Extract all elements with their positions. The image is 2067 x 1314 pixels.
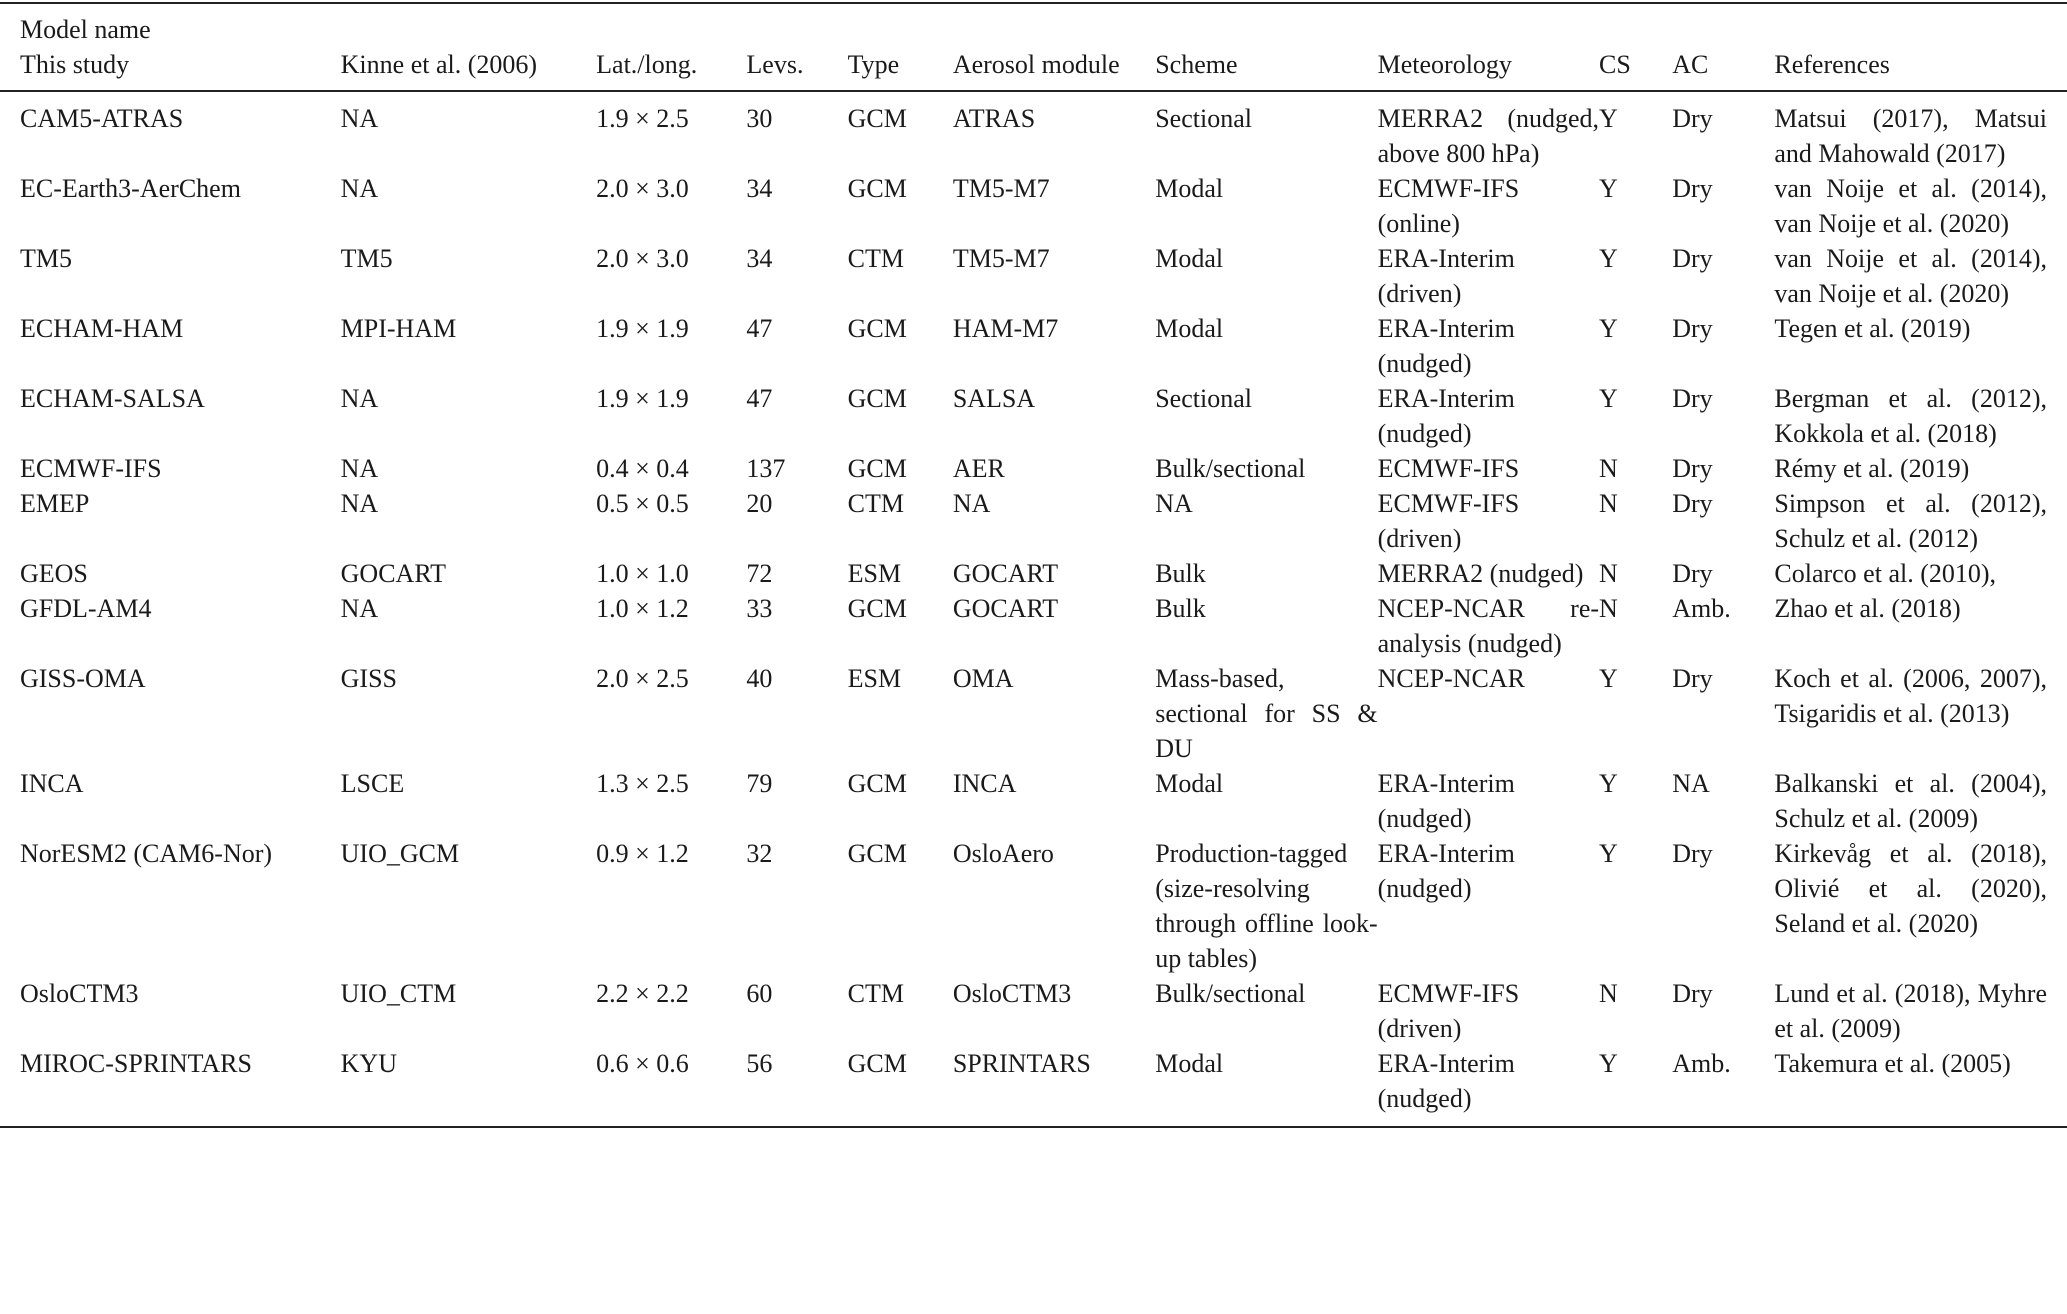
header-latlong: Lat./long.: [596, 50, 698, 79]
cell-latlong: 0.5 × 0.5: [596, 489, 689, 518]
cell-model: GFDL-AM4: [20, 594, 152, 623]
cell-ac: Dry: [1672, 454, 1713, 483]
cell-model: EC-Earth3-AerChem: [20, 174, 241, 203]
cell-ac: Amb.: [1672, 594, 1731, 623]
cell-ac: Dry: [1672, 559, 1713, 588]
cell-model: ECMWF-IFS: [20, 454, 162, 483]
header-references: References: [1774, 50, 1890, 79]
cell-latlong: 1.3 × 2.5: [596, 769, 689, 798]
cell-levs: 137: [746, 454, 786, 483]
cell-levs: 47: [746, 384, 773, 413]
cell-aerosol-module: TM5-M7: [952, 174, 1050, 203]
cell-aerosol-module: SALSA: [952, 384, 1036, 413]
header-model-name: [0, 3, 341, 91]
header-this-study: This study: [20, 50, 130, 79]
cell-latlong: 2.2 × 2.2: [596, 979, 689, 1008]
table-row: [0, 171, 2067, 241]
cell-kinne: LSCE: [340, 769, 405, 798]
cell-levs: 79: [746, 769, 773, 798]
cell-aerosol-module: GOCART: [952, 594, 1059, 623]
cell-type: GCM: [847, 839, 907, 868]
table-row: [0, 486, 2067, 556]
header-row: [0, 3, 2067, 91]
cell-references: Balkanski et al. (2004), Schulz et al. (2009): [1774, 769, 2047, 833]
cell-model: OsloCTM3: [20, 979, 139, 1008]
table-row: [0, 451, 2067, 486]
cell-references: van Noije et al. (2014), van Noije et al. (2020): [1774, 174, 2047, 238]
cell-levs: 20: [746, 489, 773, 518]
cell-kinne: MPI-HAM: [340, 314, 457, 343]
cell-model: MIROC-SPRINTARS: [20, 1049, 252, 1078]
cell-model: NorESM2 (CAM6-Nor): [20, 839, 273, 868]
cell-ac: Dry: [1672, 489, 1713, 518]
cell-ac: Amb.: [1672, 1049, 1731, 1078]
cell-levs: 30: [746, 104, 773, 133]
cell-type: CTM: [847, 979, 904, 1008]
header-kinne: Kinne et al. (2006): [340, 50, 538, 79]
cell-references: Lund et al. (2018), Myhre et al. (2009): [1774, 979, 2047, 1043]
cell-latlong: 0.4 × 0.4: [596, 454, 689, 483]
cell-references: Tegen et al. (2019): [1774, 314, 1971, 343]
cell-cs: Y: [1599, 384, 1618, 413]
cell-model: ECHAM-SALSA: [20, 384, 205, 413]
cell-type: CTM: [847, 244, 904, 273]
cell-aerosol-module: OsloCTM3: [952, 979, 1072, 1008]
table-row: [0, 311, 2067, 381]
cell-kinne: UIO_GCM: [340, 839, 460, 868]
cell-aerosol-module: SPRINTARS: [952, 1049, 1091, 1078]
cell-kinne: KYU: [340, 1049, 397, 1078]
cell-levs: 34: [746, 244, 773, 273]
cell-model: TM5: [20, 244, 72, 273]
cell-type: GCM: [847, 174, 907, 203]
cell-type: ESM: [847, 664, 902, 693]
table-row: [0, 381, 2067, 451]
table-row: [0, 591, 2067, 661]
cell-kinne: NA: [340, 594, 379, 623]
cell-levs: 34: [746, 174, 773, 203]
cell-model: ECHAM-HAM: [20, 314, 184, 343]
cell-scheme: Sectional: [1155, 104, 1252, 133]
table-row: [0, 556, 2067, 591]
cell-cs: Y: [1599, 314, 1618, 343]
cell-kinne: NA: [340, 489, 379, 518]
cell-meteorology: NCEP-NCAR re-analysis (nudged): [1377, 594, 1600, 658]
cell-meteorology: ERA-Interim (nudged): [1377, 1049, 1515, 1113]
cell-cs: Y: [1599, 174, 1618, 203]
cell-scheme: Modal: [1155, 1049, 1224, 1078]
cell-latlong: 1.9 × 2.5: [596, 104, 689, 133]
header-ac: AC: [1672, 50, 1709, 79]
cell-cs: N: [1599, 979, 1618, 1008]
cell-ac: Dry: [1672, 314, 1713, 343]
cell-model: CAM5-ATRAS: [20, 104, 184, 133]
cell-aerosol-module: GOCART: [952, 559, 1059, 588]
cell-references: Bergman et al. (2012), Kokkola et al. (2018): [1774, 384, 2047, 448]
cell-meteorology: ECMWF-IFS (driven): [1377, 489, 1520, 553]
header-aerosol-module: Aerosol module: [952, 50, 1120, 79]
cell-aerosol-module: OMA: [952, 664, 1014, 693]
cell-type: GCM: [847, 594, 907, 623]
cell-latlong: 1.0 × 1.0: [596, 559, 689, 588]
cell-ac: Dry: [1672, 244, 1713, 273]
cell-scheme: Bulk: [1155, 594, 1206, 623]
cell-cs: Y: [1599, 244, 1618, 273]
table-body: [0, 91, 2067, 1127]
cell-ac: Dry: [1672, 384, 1713, 413]
cell-kinne: GOCART: [340, 559, 446, 588]
cell-type: GCM: [847, 314, 907, 343]
cell-scheme: Bulk: [1155, 559, 1206, 588]
table-row: [0, 766, 2067, 836]
cell-levs: 60: [746, 979, 773, 1008]
cell-cs: Y: [1599, 664, 1618, 693]
cell-meteorology: ERA-Interim (nudged): [1377, 384, 1515, 448]
cell-levs: 32: [746, 839, 773, 868]
cell-meteorology: ECMWF-IFS (online): [1377, 174, 1520, 238]
cell-kinne: NA: [340, 174, 379, 203]
table-row: [0, 836, 2067, 976]
cell-aerosol-module: TM5-M7: [952, 244, 1050, 273]
cell-cs: N: [1599, 454, 1618, 483]
cell-levs: 33: [746, 594, 773, 623]
table-row: [0, 241, 2067, 311]
header-meteorology: Meteorology: [1377, 50, 1512, 79]
cell-meteorology: MERRA2 (nudged): [1377, 559, 1584, 588]
cell-scheme: Modal: [1155, 314, 1224, 343]
cell-aerosol-module: ATRAS: [952, 104, 1036, 133]
cell-references: Zhao et al. (2018): [1774, 594, 1961, 623]
cell-ac: NA: [1672, 769, 1710, 798]
model-table: [0, 2, 2067, 1128]
cell-latlong: 2.0 × 2.5: [596, 664, 689, 693]
cell-cs: N: [1599, 489, 1618, 518]
cell-meteorology: ECMWF-IFS: [1377, 454, 1520, 483]
cell-meteorology: ERA-Interim (nudged): [1377, 839, 1515, 903]
cell-model: EMEP: [20, 489, 90, 518]
cell-kinne: UIO_CTM: [340, 979, 457, 1008]
table-row: [0, 976, 2067, 1046]
cell-aerosol-module: OsloAero: [952, 839, 1054, 868]
cell-type: GCM: [847, 1049, 907, 1078]
cell-latlong: 2.0 × 3.0: [596, 174, 689, 203]
table-row: [0, 91, 2067, 171]
table-header: [0, 3, 2067, 91]
cell-model: INCA: [20, 769, 84, 798]
cell-levs: 47: [746, 314, 773, 343]
cell-scheme: Mass-based, sectional for SS & DU: [1155, 664, 1378, 763]
cell-meteorology: NCEP-NCAR: [1377, 664, 1525, 693]
cell-scheme: Production-tagged (size-resolving through offline look-up tables): [1155, 839, 1378, 973]
cell-ac: Dry: [1672, 839, 1713, 868]
cell-cs: N: [1599, 559, 1618, 588]
cell-latlong: 1.9 × 1.9: [596, 384, 689, 413]
cell-aerosol-module: HAM-M7: [952, 314, 1059, 343]
table-row: [0, 1046, 2067, 1127]
cell-scheme: Bulk/sectional: [1155, 979, 1306, 1008]
cell-cs: Y: [1599, 1049, 1618, 1078]
cell-meteorology: ERA-Interim (nudged): [1377, 769, 1515, 833]
cell-type: GCM: [847, 769, 907, 798]
cell-references: Rémy et al. (2019): [1774, 454, 1970, 483]
cell-ac: Dry: [1672, 664, 1713, 693]
cell-aerosol-module: INCA: [952, 769, 1017, 798]
cell-ac: Dry: [1672, 174, 1713, 203]
cell-meteorology: ECMWF-IFS (driven): [1377, 979, 1520, 1043]
cell-references: van Noije et al. (2014), van Noije et al. (2020): [1774, 244, 2047, 308]
cell-latlong: 1.9 × 1.9: [596, 314, 689, 343]
cell-scheme: Bulk/sectional: [1155, 454, 1306, 483]
cell-references: Simpson et al. (2012), Schulz et al. (2012): [1774, 489, 2047, 553]
cell-kinne: TM5: [340, 244, 393, 273]
cell-latlong: 0.9 × 1.2: [596, 839, 689, 868]
table-row: [0, 661, 2067, 766]
cell-type: CTM: [847, 489, 904, 518]
cell-references: Matsui (2017), Matsui and Mahowald (2017): [1774, 104, 2047, 168]
cell-latlong: 0.6 × 0.6: [596, 1049, 689, 1078]
cell-type: GCM: [847, 384, 907, 413]
cell-type: GCM: [847, 104, 907, 133]
cell-cs: N: [1599, 594, 1618, 623]
cell-references: Kirkevåg et al. (2018), Olivié et al. (2020), Seland et al. (2020): [1774, 839, 2047, 938]
cell-meteorology: MERRA2 (nudged, above 800 hPa): [1377, 104, 1600, 168]
cell-latlong: 1.0 × 1.2: [596, 594, 689, 623]
cell-kinne: NA: [340, 104, 379, 133]
cell-scheme: Sectional: [1155, 384, 1252, 413]
cell-levs: 72: [746, 559, 773, 588]
cell-type: GCM: [847, 454, 907, 483]
cell-meteorology: ERA-Interim (nudged): [1377, 314, 1515, 378]
cell-aerosol-module: NA: [952, 489, 991, 518]
cell-references: Takemura et al. (2005): [1774, 1049, 2011, 1078]
header-scheme: Scheme: [1155, 50, 1238, 79]
cell-kinne: GISS: [340, 664, 398, 693]
cell-ac: Dry: [1672, 979, 1713, 1008]
cell-model: GISS-OMA: [20, 664, 146, 693]
cell-cs: Y: [1599, 839, 1618, 868]
cell-cs: Y: [1599, 104, 1618, 133]
header-type: Type: [847, 50, 900, 79]
cell-scheme: NA: [1155, 489, 1193, 518]
cell-references: Colarco et al. (2010),: [1774, 559, 1997, 588]
cell-kinne: NA: [340, 454, 379, 483]
cell-ac: Dry: [1672, 104, 1713, 133]
cell-kinne: NA: [340, 384, 379, 413]
cell-references: Koch et al. (2006, 2007), Tsigaridis et al. (2013): [1774, 664, 2047, 728]
cell-model: GEOS: [20, 559, 88, 588]
cell-latlong: 2.0 × 3.0: [596, 244, 689, 273]
cell-cs: Y: [1599, 769, 1618, 798]
cell-levs: 40: [746, 664, 773, 693]
cell-scheme: Modal: [1155, 244, 1224, 273]
header-cs: CS: [1599, 50, 1631, 79]
cell-meteorology: ERA-Interim (driven): [1377, 244, 1515, 308]
cell-type: ESM: [847, 559, 902, 588]
header-model-name-label: Model name: [20, 15, 151, 44]
header-levs: Levs.: [746, 50, 804, 79]
cell-levs: 56: [746, 1049, 773, 1078]
cell-aerosol-module: AER: [952, 454, 1005, 483]
cell-scheme: Modal: [1155, 174, 1224, 203]
cell-scheme: Modal: [1155, 769, 1224, 798]
